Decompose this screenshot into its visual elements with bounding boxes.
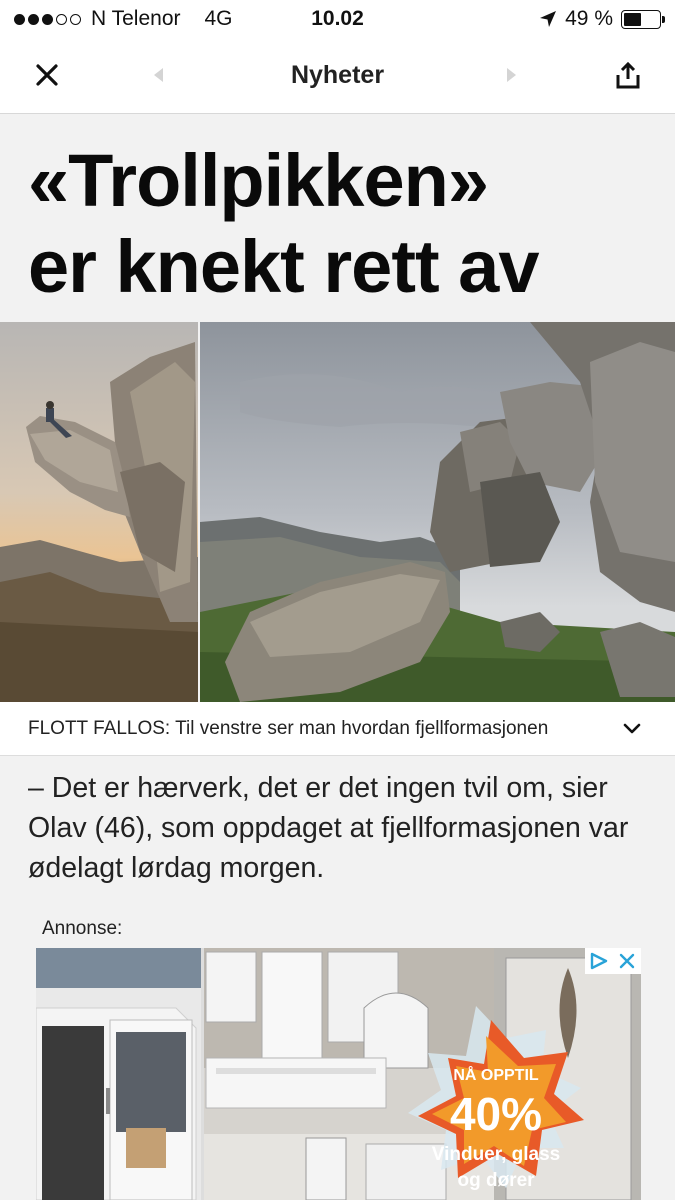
status-bar [0,0,675,38]
headline-line-2: er knekt rett av [28,225,539,308]
ad-image [36,948,641,1200]
promo-line-2: 40% [449,1088,543,1140]
promo-line-3: Vinduer, glass [431,1144,561,1165]
promo-line-1: NÅ OPPTIL [453,1067,539,1084]
close-button[interactable] [30,58,64,92]
body-line: – Det er hærverk, det er det ingen tvil om, sier [28,772,608,804]
expand-caption-button[interactable] [617,714,647,744]
next-article-icon[interactable] [506,67,518,83]
battery-percent: 49 % [565,7,613,30]
adchoices-button[interactable] [585,948,613,974]
article-body [28,768,653,888]
signal-strength-icon [14,14,81,25]
caption-text: FLOTT FALLOS: Til venstre ser man hvordan fjellformasjonen [28,717,549,739]
close-icon [36,64,58,86]
battery-icon [621,10,661,29]
chevron-down-icon [623,723,641,735]
body-line: Olav (46), som oppdaget at fjellformasjonen var [28,812,629,844]
status-bar-left [14,7,233,31]
headline-line-1: «Trollpikken» [28,139,488,222]
close-icon [619,953,635,969]
after-photo [200,322,675,702]
carrier-name: N Telenor [91,7,181,30]
ad-controls [585,948,641,974]
network-type: 4G [204,7,233,30]
article-headline [28,138,658,310]
close-ad-button[interactable] [613,948,641,974]
promo-line-4: og dører [457,1170,535,1191]
image-caption[interactable] [0,702,675,756]
before-photo [0,322,198,702]
adchoices-icon [589,952,609,970]
ad-label: Annonse: [42,918,123,939]
section-title: Nyheter [290,61,385,89]
share-icon [615,61,641,89]
article-hero-image[interactable] [0,322,675,702]
previous-article-icon[interactable] [152,67,164,83]
battery-level [624,13,641,26]
status-bar-right [539,7,661,31]
status-time: 10.02 [311,7,364,30]
body-line: ødelagt lørdag morgen. [28,852,325,884]
share-button[interactable] [611,58,645,92]
location-arrow-icon [539,10,557,28]
navigation-bar [0,38,675,114]
advertisement-banner[interactable] [36,948,641,1200]
